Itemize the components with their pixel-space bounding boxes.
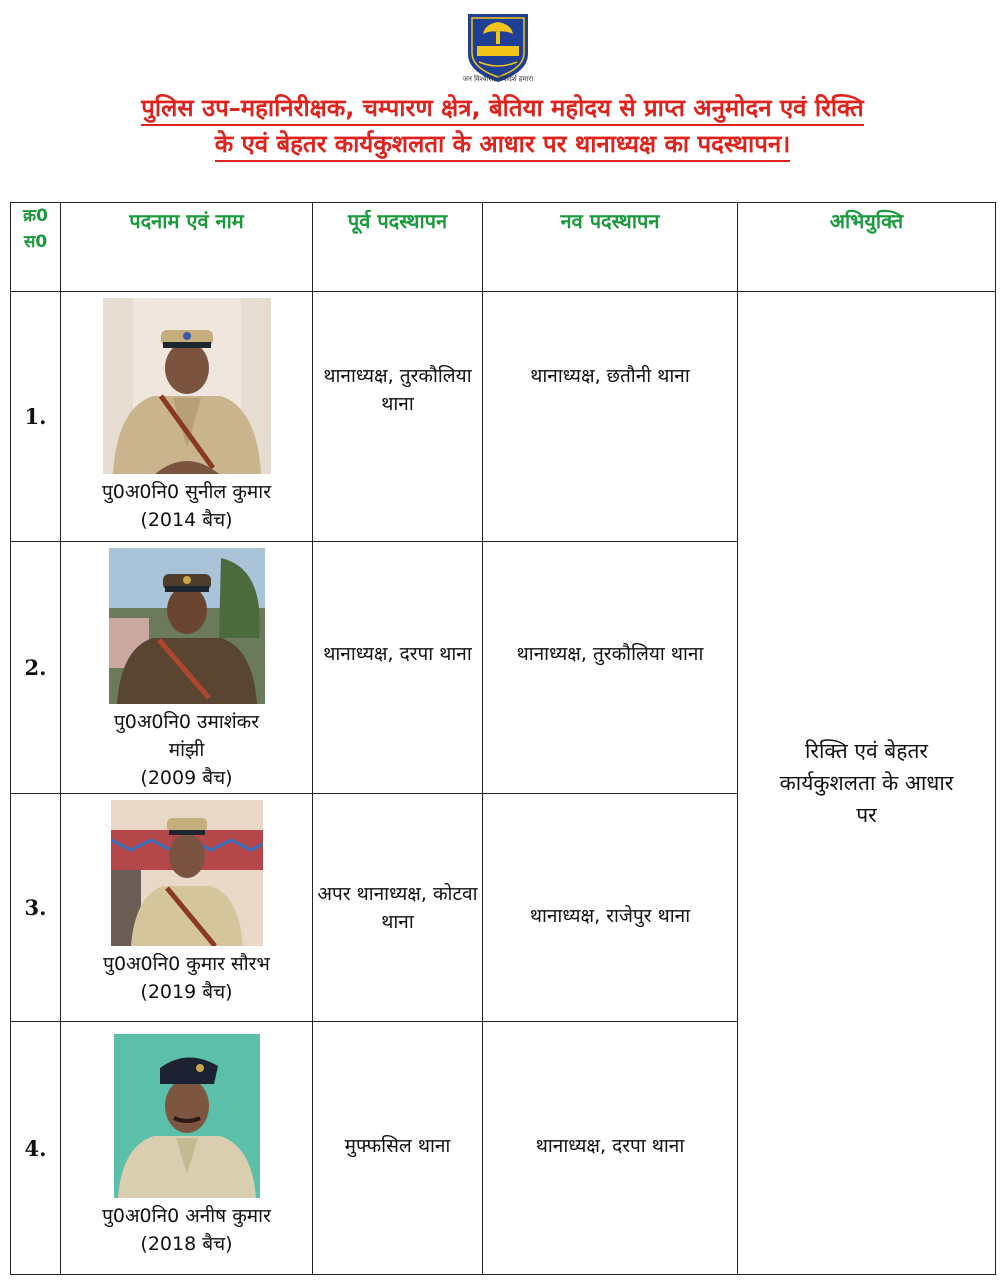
officer-photo: [111, 800, 263, 946]
row-number: 2.: [11, 542, 61, 794]
officer-name: पु0अ0नि0 सुनील कुमार: [102, 481, 271, 503]
name-cell: [61, 542, 313, 794]
transfer-table: [10, 202, 996, 1275]
previous-posting: थानाध्यक्ष, दरपा थाना: [313, 542, 483, 794]
remark-text: रिक्ति एवं बेहतर कार्यकुशलता के आधार पर: [779, 739, 954, 827]
remark-cell: [738, 292, 996, 1275]
officer-photo: [109, 548, 265, 704]
officer-batch: (2018 बैच): [140, 1233, 233, 1255]
officer-batch: (2014 बैच): [140, 509, 233, 531]
officer-batch: (2009 बैच): [140, 767, 233, 789]
row-number: 4.: [11, 1022, 61, 1275]
new-posting: थानाध्यक्ष, दरपा थाना: [483, 1022, 738, 1275]
new-posting: थानाध्यक्ष, तुरकौलिया थाना: [483, 542, 738, 794]
officer-name: पु0अ0नि0 कुमार सौरभ: [103, 953, 270, 975]
officer-name: पु0अ0नि0 उमाशंकर: [113, 711, 260, 733]
header-sn: क्र0 स0: [11, 203, 61, 292]
title-line-1: पुलिस उप–महानिरीक्षक, चम्पारण क्षेत्र, बेतिया महोदय से प्राप्त अनुमोदन एवं रिक्ति: [141, 92, 863, 126]
header-previous: पूर्व पदस्थापन: [313, 203, 483, 292]
bihar-police-emblem-icon: [463, 10, 533, 84]
officer-photo: [103, 298, 271, 474]
previous-posting: थानाध्यक्ष, तुरकौलिया थाना: [313, 292, 483, 542]
table-row: [11, 292, 996, 542]
logo-motto: जन विश्वास, सेवादर्श हमारा: [462, 75, 534, 83]
officer-photo: [114, 1034, 260, 1198]
officer-batch: (2019 बैच): [140, 981, 233, 1003]
page-title: [0, 90, 1005, 162]
table-header-row: [11, 203, 996, 292]
header-remark: अभियुक्ति: [738, 203, 996, 292]
title-line-2: के एवं बेहतर कार्यकुशलता के आधार पर थानाध्यक्ष का पदस्थापन।: [215, 128, 791, 162]
new-posting: थानाध्यक्ष, छतौनी थाना: [483, 292, 738, 542]
name-cell: [61, 292, 313, 542]
officer-name: पु0अ0नि0 अनीष कुमार: [102, 1205, 271, 1227]
new-posting: थानाध्यक्ष, राजेपुर थाना: [483, 794, 738, 1022]
name-cell: [61, 1022, 313, 1275]
officer-name-cont: मांझी: [168, 739, 205, 761]
row-number: 1.: [11, 292, 61, 542]
header-name: पदनाम एवं नाम: [61, 203, 313, 292]
previous-posting: मुफ्फसिल थाना: [313, 1022, 483, 1275]
name-cell: [61, 794, 313, 1022]
row-number: 3.: [11, 794, 61, 1022]
header-new: नव पदस्थापन: [483, 203, 738, 292]
previous-posting: अपर थानाध्यक्ष, कोटवा थाना: [313, 794, 483, 1022]
